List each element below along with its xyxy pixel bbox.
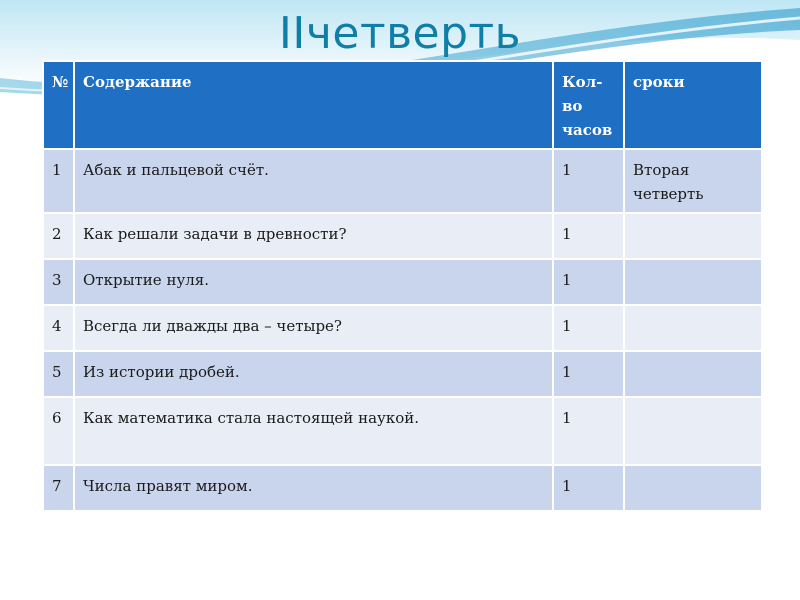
row-hours: 1 — [553, 397, 624, 465]
header-terms: сроки — [624, 61, 762, 149]
row-content: Абак и пальцевой счёт. — [74, 149, 553, 213]
row-number: 3 — [43, 259, 74, 305]
slide-title: IIчетверть — [278, 8, 522, 59]
table-header-row — [43, 61, 762, 149]
row-content: Открытие нуля. — [74, 259, 553, 305]
row-content: Всегда ли дважды два – четыре? — [74, 305, 553, 351]
table-row — [43, 305, 762, 351]
lesson-schedule-table — [42, 60, 763, 512]
row-terms — [624, 351, 762, 397]
row-hours: 1 — [553, 351, 624, 397]
header-content: Содержание — [74, 61, 553, 149]
row-number: 1 — [43, 149, 74, 213]
row-content: Числа правят миром. — [74, 465, 553, 511]
row-terms — [624, 465, 762, 511]
row-terms — [624, 305, 762, 351]
table-row — [43, 259, 762, 305]
header-number: № — [43, 61, 74, 149]
table-row — [43, 213, 762, 259]
row-terms — [624, 397, 762, 465]
table-row — [43, 149, 762, 213]
row-terms — [624, 259, 762, 305]
row-hours: 1 — [553, 259, 624, 305]
row-hours: 1 — [553, 149, 624, 213]
row-number: 5 — [43, 351, 74, 397]
table-row — [43, 351, 762, 397]
row-number: 6 — [43, 397, 74, 465]
row-content: Как математика стала настоящей наукой. — [74, 397, 553, 465]
row-terms: Вторая четверть — [624, 149, 762, 213]
row-hours: 1 — [553, 305, 624, 351]
row-number: 2 — [43, 213, 74, 259]
row-number: 7 — [43, 465, 74, 511]
row-content: Из истории дробей. — [74, 351, 553, 397]
row-terms — [624, 213, 762, 259]
row-hours: 1 — [553, 465, 624, 511]
row-content: Как решали задачи в древности? — [74, 213, 553, 259]
header-hours: Кол-во часов — [553, 61, 624, 149]
table-row — [43, 465, 762, 511]
row-number: 4 — [43, 305, 74, 351]
row-hours: 1 — [553, 213, 624, 259]
table-row — [43, 397, 762, 465]
